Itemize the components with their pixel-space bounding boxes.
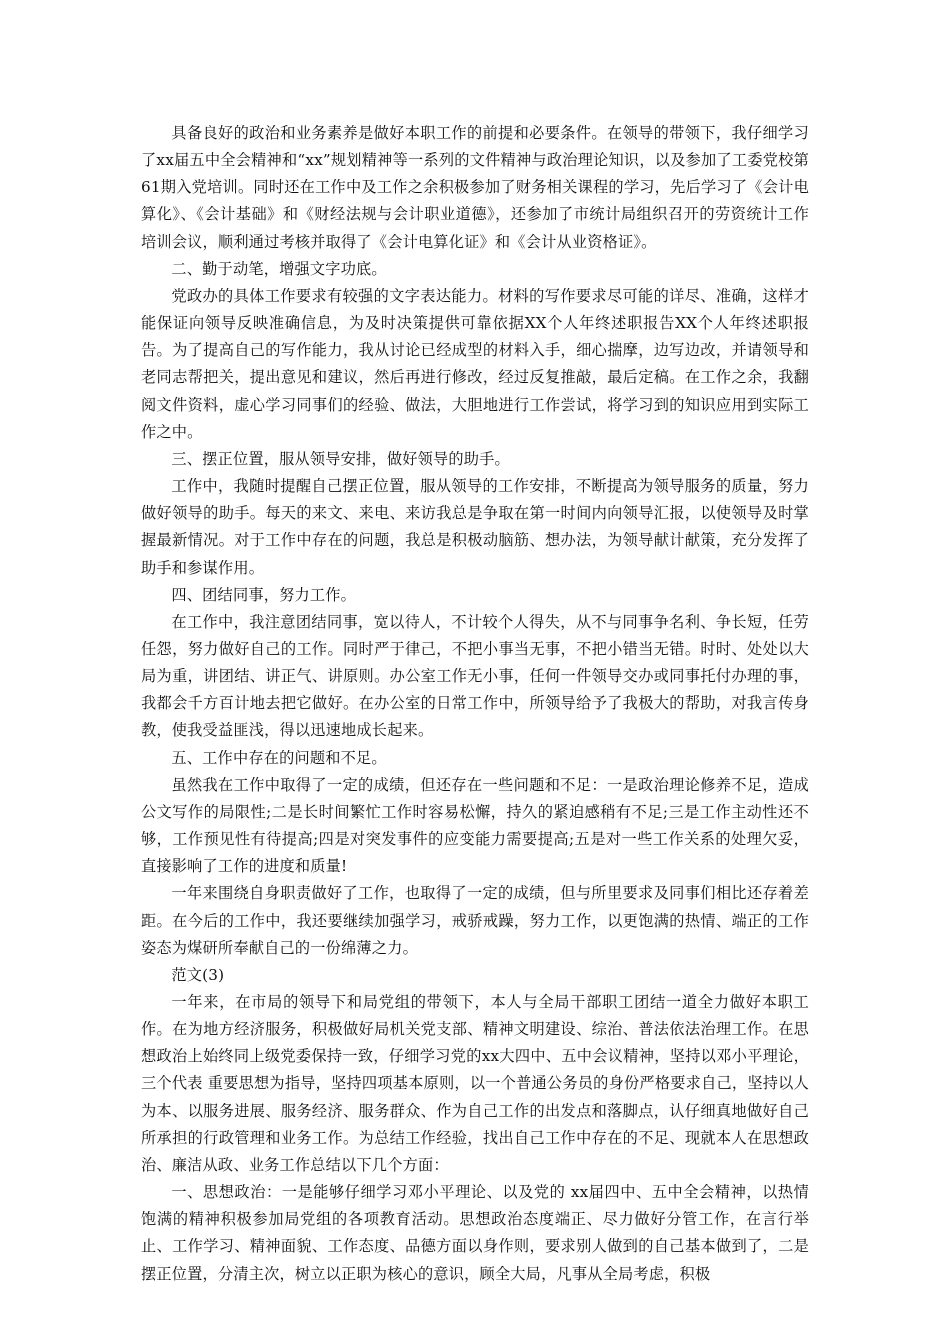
document-body bbox=[141, 120, 809, 1288]
heading-sample-3: 范文(3) bbox=[171, 965, 225, 984]
paragraph-position: 工作中，我随时提醒自己摆正位置，服从领导的工作安排，不断提高为领导服务的质量，努力做好领导的助手。每天的来文、来电、来访我总是争取在第一时间内向领导汇报，以使领导及时掌握最新情况。对于工作中存在的问题，我总是积极动脑筋、想办法，为领导献计献策，充分发挥了助手和参谋作用。 bbox=[141, 477, 809, 577]
heading-problems: 五、工作中存在的问题和不足。 bbox=[171, 748, 387, 767]
paragraph-writing: 党政办的具体工作要求有较强的文字表达能力。材料的写作要求尽可能的详尽、准确，这样才能保证向领导反映准确信息，为及时决策提供可靠依据XX个人年终述职报告XX个人年终述职报告。为了提高自己的写作能力，我从讨论已经成型的材料入手，细心揣摩，边写边改，并请领导和老同志帮把关，提出意见和建议，然后再进行修改，经过反复推敲，最后定稿。在工作之余，我翻阅文件资料，虚心学习同事们的经验、做法，大胆地进行工作尝试，将学习到的知识应用到实际工作之中。 bbox=[141, 286, 809, 441]
heading-position: 三、摆正位置，服从领导安排，做好领导的助手。 bbox=[171, 449, 510, 468]
paragraph-ideology: 一、思想政治：一是能够仔细学习邓小平理论、以及党的 xx届四中、五中全会精神，以热情饱满的精神积极参加局党组的各项教育活动。思想政治态度端正、尽力做好分管工作，在言行举止、工作学习、精神面貌、工作态度、品德方面以身作则，要求别人做到的自己基本做到了，二是摆正位置，分清主次，树立以正职为核心的意识，顾全大局，凡事从全局考虑，积极 bbox=[141, 1183, 809, 1283]
paragraph-conclusion: 一年来围绕自身职责做好了工作，也取得了一定的成绩，但与所里要求及同事们相比还存着差距。在今后的工作中，我还要继续加强学习，戒骄戒躁，努力工作，以更饱满的热情、端正的工作姿态为煤研所奉献自己的一份绵薄之力。 bbox=[141, 884, 809, 957]
paragraph-problems: 虽然我在工作中取得了一定的成绩，但还存在一些问题和不足：一是政治理论修养不足，造成公文写作的局限性;二是长时间繁忙工作时容易松懈，持久的紧迫感稍有不足;三是工作主动性还不够，工作预见性有待提高;四是对突发事件的应变能力需要提高;五是对一些工作关系的处理欠妥，直接影响了工作的进度和质量! bbox=[141, 775, 809, 876]
paragraph-sample-intro: 一年来，在市局的领导下和局党组的带领下，本人与全局干部职工团结一道全力做好本职工作。在为地方经济服务，积极做好局机关党支部、精神文明建设、综治、普法依法治理工作。在思想政治上始终同上级党委保持一致，仔细学习党的xx大四中、五中会议精神，坚持以邓小平理论， 三个代表 重要思想为指导，坚持四项基本原则，以一个普通公务员的身份严格要求自己，坚持以人为本、以服务进展、服务经济、服务群众、作为自己工作的出发点和落脚点，认仔细真地做好自己所承担的行政管理和业务工作。为总结工作经验，找出自己工作中存在的不足、现就本人在思想政治、廉洁从政、业务工作总结以下几个方面： bbox=[141, 993, 809, 1174]
paragraph-study: 具备良好的政治和业务素养是做好本职工作的前提和必要条件。在领导的带领下，我仔细学习了xx届五中全会精神和“xx”规划精神等一系列的文件精神与政治理论知识，以及参加了工委党校第61期入党培训。同时还在工作中及工作之余积极参加了财务相关课程的学习，先后学习了《会计电算化》、《会计基础》和《财经法规与会计职业道德》，还参加了市统计局组织召开的劳资统计工作培训会议，顺利通过考核并取得了《会计电算化证》和《会计从业资格证》。 bbox=[141, 124, 809, 251]
heading-unity: 四、团结同事，努力工作。 bbox=[171, 585, 357, 604]
paragraph-unity: 在工作中，我注意团结同事，宽以待人，不计较个人得失，从不与同事争名利、争长短，任劳任怨，努力做好自己的工作。同时严于律己，不把小事当无事，不把小错当无错。时时、处处以大局为重，讲团结、讲正气、讲原则。办公室工作无小事，任何一件领导交办或同事托付办理的事，我都会千方百计地去把它做好。在办公室的日常工作中，所领导给予了我极大的帮助，对我言传身教，使我受益匪浅，得以迅速地成长起来。 bbox=[141, 612, 809, 740]
heading-writing: 二、勤于动笔，增强文字功底。 bbox=[171, 259, 387, 278]
